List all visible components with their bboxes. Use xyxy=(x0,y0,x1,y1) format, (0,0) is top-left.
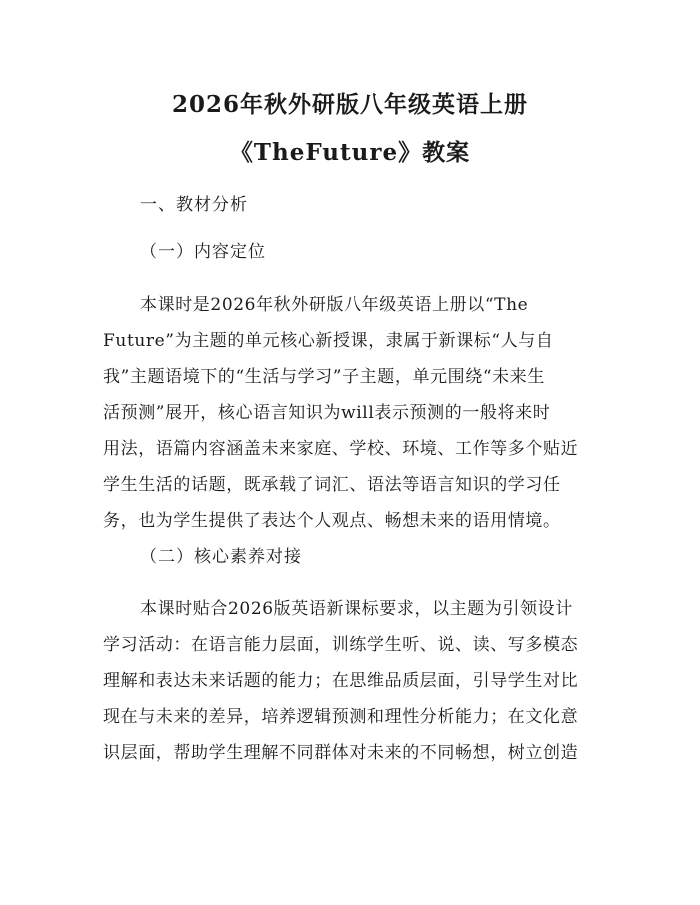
paragraph-1-line: 务，也为学生提供了表达个人观点、畅想未来的语用情境。 xyxy=(103,511,561,531)
paragraph-1-line: 活预测”展开，核心语言知识为will表示预测的一般将来时 xyxy=(103,403,551,423)
paragraph-2-line: 理解和表达未来话题的能力；在思维品质层面，引导学生对比 xyxy=(103,671,579,691)
section-heading-textbook-analysis: 一、教材分析 xyxy=(140,195,248,215)
paragraph-1-line: 学生生活的话题，既承载了词汇、语法等语言知识的学习任 xyxy=(103,475,561,495)
paragraph-2-line: 现在与未来的差异，培养逻辑预测和理性分析能力；在文化意 xyxy=(103,707,579,727)
paragraph-1-line: 我”主题语境下的“生活与学习”子主题，单元围绕“未来生 xyxy=(103,367,545,387)
paragraph-2-line: 本课时贴合2026版英语新课标要求，以主题为引领设计 xyxy=(140,599,573,619)
subsection-heading-core-literacy: （二）核心素养对接 xyxy=(140,547,302,567)
document-title-line-2: 《TheFuture》教案 xyxy=(229,139,471,166)
document-title-line-1: 2026年秋外研版八年级英语上册 xyxy=(171,91,528,118)
paragraph-1-line: Future”为主题的单元核心新授课，隶属于新课标“人与自 xyxy=(103,331,554,351)
paragraph-2-line: 识层面，帮助学生理解不同群体对未来的不同畅想，树立创造 xyxy=(103,743,579,763)
subsection-heading-content-positioning: （一）内容定位 xyxy=(140,242,266,262)
paragraph-1-line: 用法，语篇内容涵盖未来家庭、学校、环境、工作等多个贴近 xyxy=(103,439,579,459)
paragraph-1-line: 本课时是2026年秋外研版八年级英语上册以“The xyxy=(140,295,529,315)
paragraph-2-line: 学习活动：在语言能力层面，训练学生听、说、读、写多模态 xyxy=(103,635,579,655)
